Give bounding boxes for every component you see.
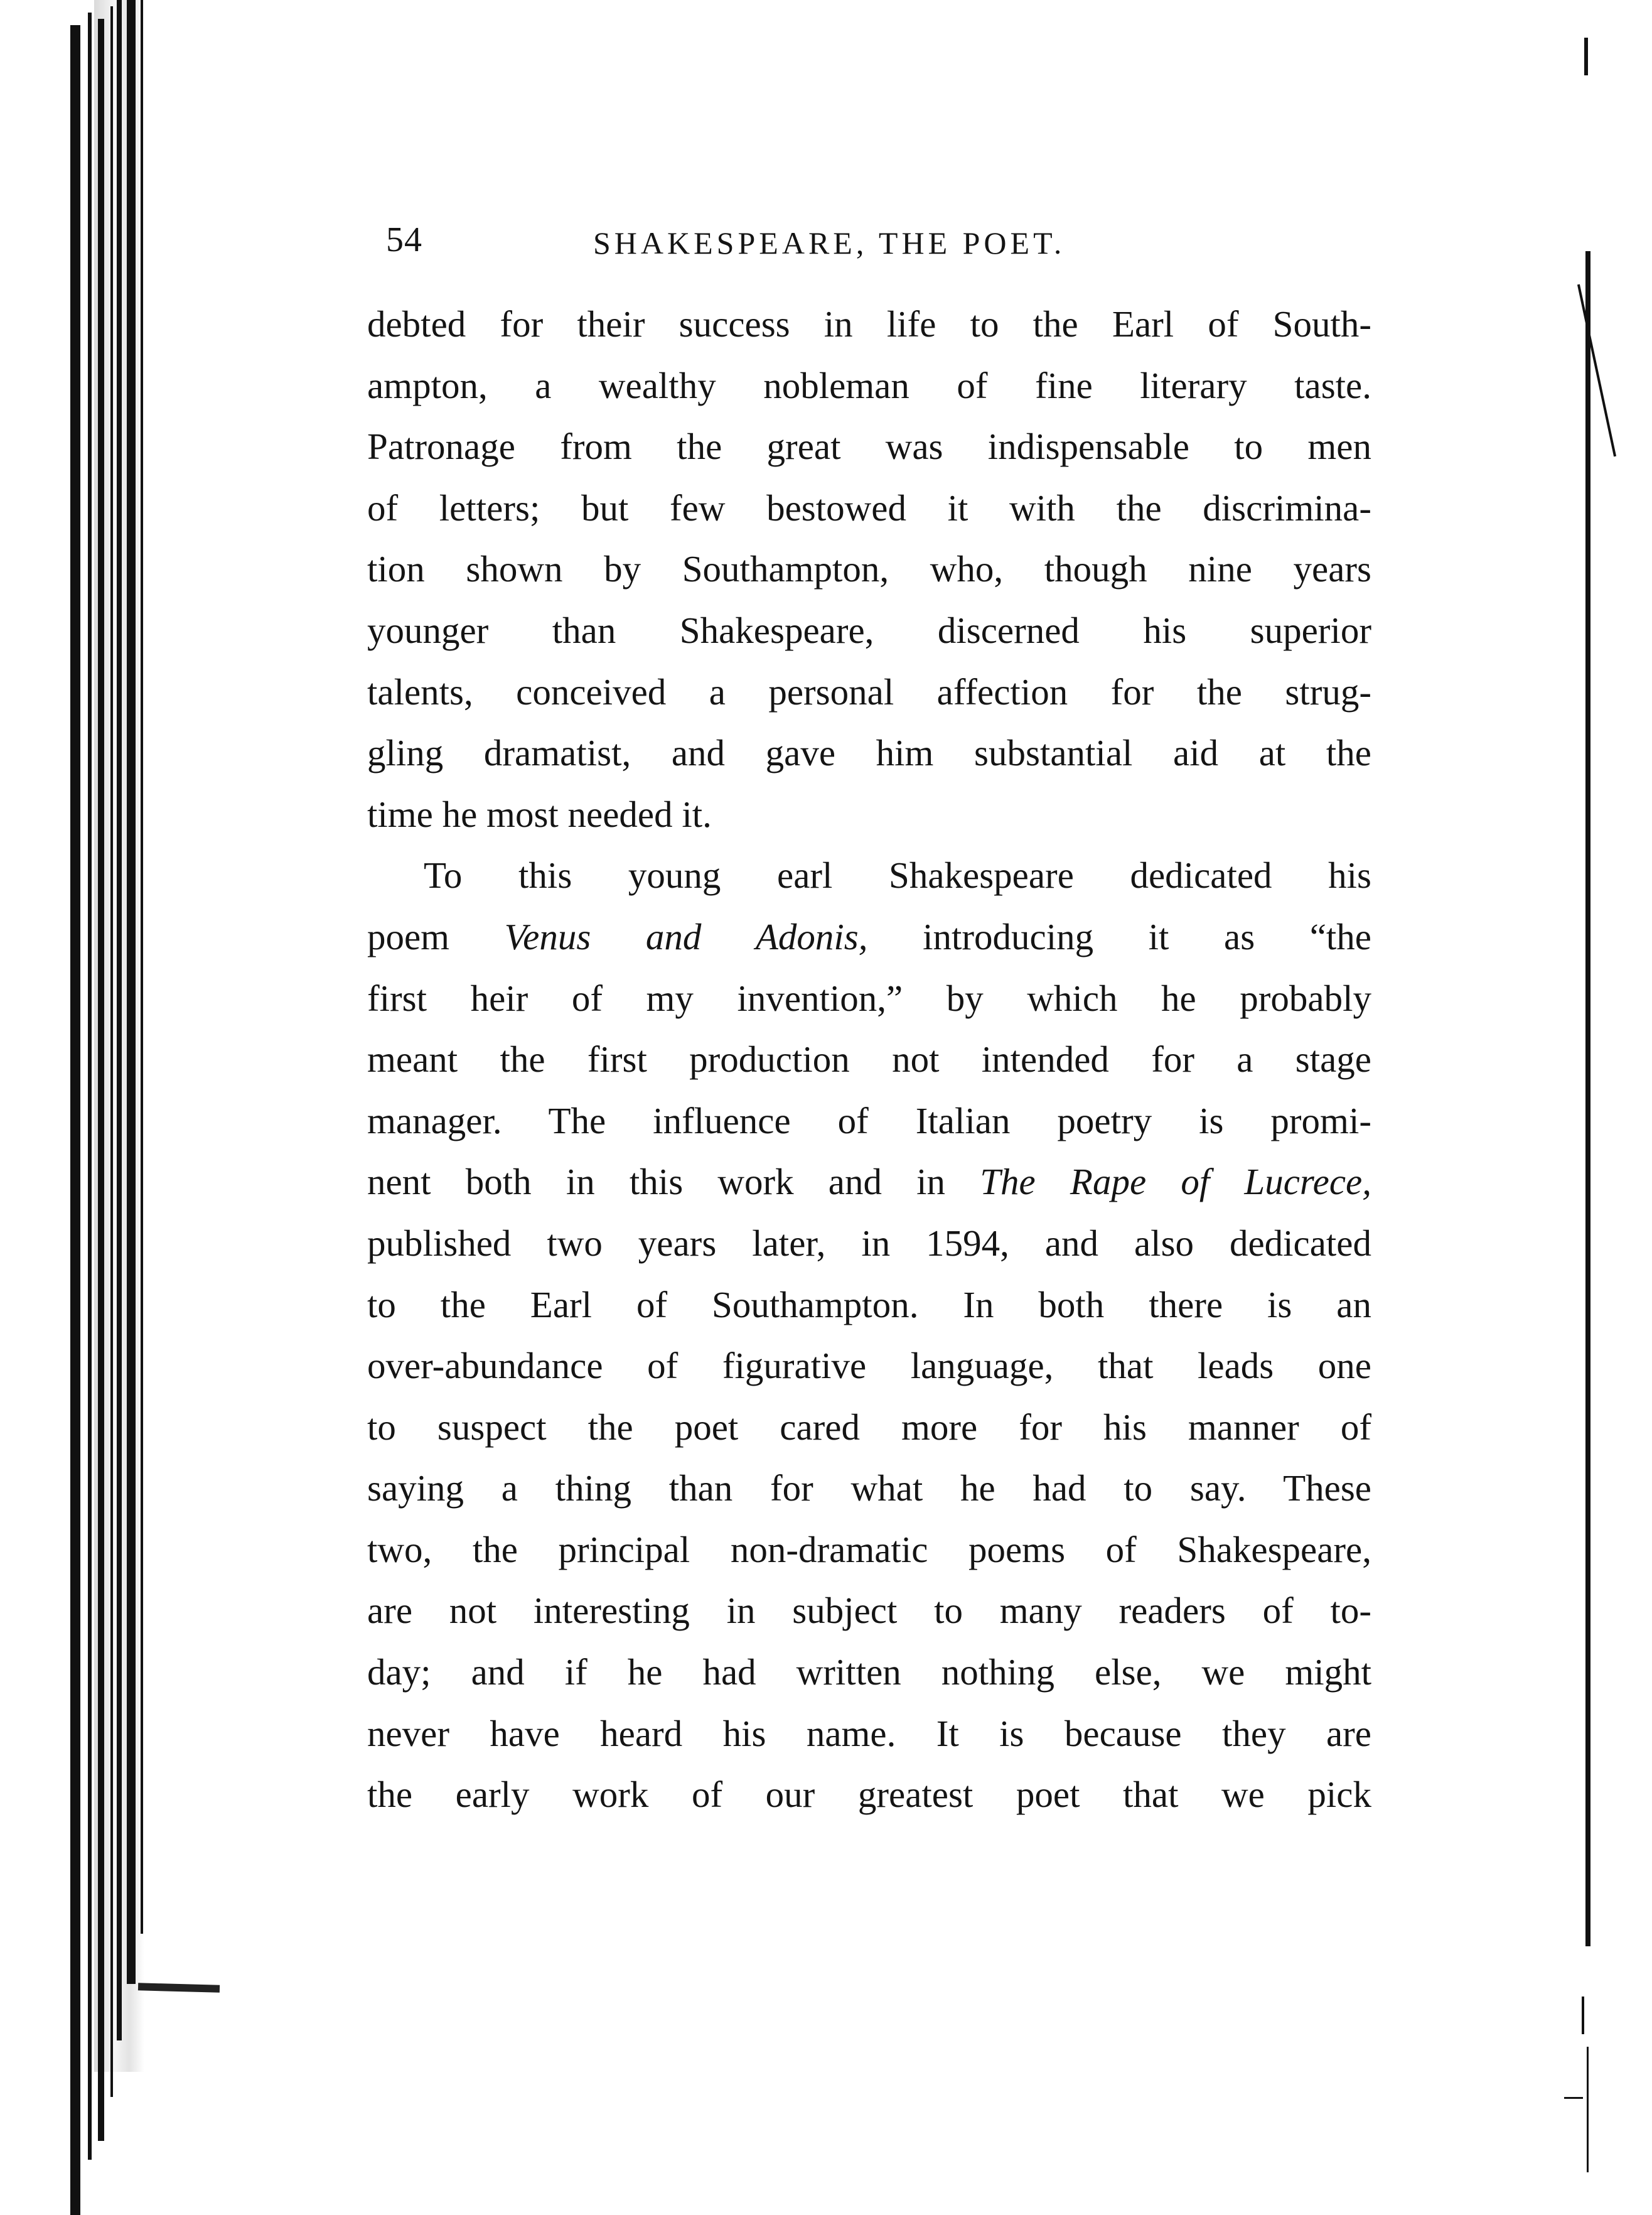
text-line: are not interesting in subject to many readers of to-: [367, 1590, 1371, 1632]
text-line: saying a thing than for what he had to say. These: [367, 1467, 1371, 1509]
page-right-edge: [1552, 0, 1652, 2190]
text-line: meant the first production not intended for a stage: [367, 1038, 1371, 1081]
text-fragment: introducing it as “the: [867, 915, 1371, 957]
page-number: 54: [386, 220, 422, 259]
text-line: ampton, a wealthy nobleman of fine literary taste.: [367, 364, 1371, 406]
text-line: to the Earl of Southampton. In both there is an: [367, 1283, 1371, 1325]
text-line: time he most needed it.: [367, 793, 712, 835]
text-line: [367, 1151, 1371, 1213]
text-line: published two years later, in 1594, and also dedicated: [367, 1222, 1371, 1264]
text-line: to suspect the poet cared more for his manner of: [367, 1406, 1371, 1448]
text-line: manager. The influence of Italian poetry is promi-: [367, 1099, 1371, 1141]
text-line: [367, 907, 1371, 968]
text-line: two, the principal non-dramatic poems of Shakespeare,: [367, 1528, 1371, 1570]
text-line: talents, conceived a personal affection for the strug-: [367, 671, 1371, 713]
book-binding-edge: [0, 0, 157, 2190]
text-line: of letters; but few bestowed it with the discrimina-: [367, 487, 1371, 529]
text-line: over-abundance of figurative language, that leads one: [367, 1345, 1371, 1387]
text-line: never have heard his name. It is because they are: [367, 1712, 1371, 1754]
text-fragment: poem: [367, 915, 505, 957]
text-line: younger than Shakespeare, discerned his superior: [367, 609, 1371, 651]
text-line: debted for their success in life to the Earl of South-: [367, 303, 1371, 345]
text-line: gling dramatist, and gave him substantial aid at the: [367, 732, 1371, 774]
poem-title: Venus and Adonis,: [504, 915, 868, 957]
text-line: tion shown by Southampton, who, though nine years: [367, 548, 1371, 590]
text-line: the early work of our greatest poet that we pick: [367, 1774, 1371, 1816]
book-page: [367, 220, 1371, 1816]
text-line: To this young earl Shakespeare dedicated his: [424, 854, 1371, 897]
text-line: day; and if he had written nothing else, we might: [367, 1651, 1371, 1693]
text-fragment: nent both in this work and in: [367, 1161, 980, 1203]
running-head: SHAKESPEARE, THE POET.: [593, 225, 1066, 261]
body-text: [367, 294, 1371, 1826]
page-header: [367, 220, 1371, 295]
text-line: first heir of my invention,” by which he probably: [367, 977, 1371, 1019]
text-line: Patronage from the great was indispensable to men: [367, 426, 1371, 468]
poem-title: The Rape of Lucrece,: [980, 1161, 1371, 1203]
